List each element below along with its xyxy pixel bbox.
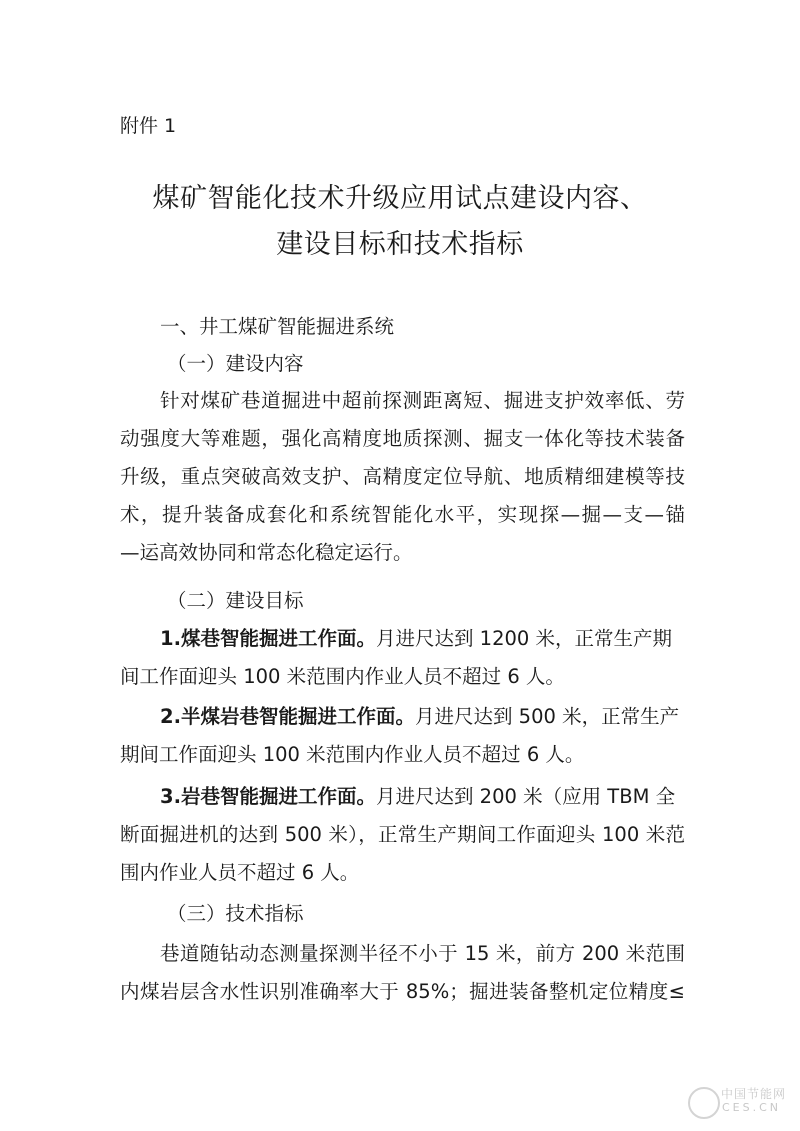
watermark-cn-text: 中国节能网 bbox=[721, 1087, 787, 1101]
goal-item-3-line-2: 断面掘进机的达到 500 米），正常生产期间工作面迎头 100 米范 bbox=[120, 823, 685, 846]
subsection-heading-goals: （二）建设目标 bbox=[167, 589, 304, 612]
paragraph-line: 术，提升装备成套化和系统智能化水平，实现探—掘—支—锚 bbox=[120, 503, 685, 526]
goal-item-1-line-1 bbox=[160, 623, 672, 651]
document-title-line-1: 煤矿智能化技术升级应用试点建设内容、 bbox=[152, 183, 648, 214]
goal-item-2-line-1 bbox=[160, 701, 679, 729]
section-heading: 一、井工煤矿智能掘进系统 bbox=[160, 315, 395, 338]
goal-item-2-text: 月进尺达到 500 米，正常生产 bbox=[414, 705, 680, 728]
paragraph-line: 针对煤矿巷道掘进中超前探测距离短、掘进支护效率低、劳 bbox=[160, 389, 685, 412]
goal-item-2-line-2: 期间工作面迎头 100 米范围内作业人员不超过 6 人。 bbox=[120, 743, 585, 766]
goal-item-1-text: 月进尺达到 1200 米，正常生产期 bbox=[375, 627, 673, 650]
goal-item-1-line-2: 间工作面迎头 100 米范围内作业人员不超过 6 人。 bbox=[120, 665, 565, 688]
watermark-emblem-icon bbox=[688, 1087, 720, 1119]
paragraph-line: 升级，重点突破高效支护、高精度定位导航、地质精细建模等技 bbox=[120, 465, 685, 488]
paragraph-line: 动强度大等难题，强化高精度地质探测、掘支一体化等技术装备 bbox=[120, 427, 685, 450]
goal-item-3-line-1 bbox=[160, 781, 675, 809]
watermark-en-text: CES.CN bbox=[722, 1101, 782, 1114]
subsection-heading-content: （一）建设内容 bbox=[167, 352, 304, 375]
attachment-label: 附件 1 bbox=[120, 115, 177, 137]
goal-item-3-line-3: 围内作业人员不超过 6 人。 bbox=[120, 861, 360, 884]
document-title-line-2: 建设目标和技术指标 bbox=[276, 229, 524, 260]
goal-item-3-title: 3.岩巷智能掘进工作面。 bbox=[160, 785, 376, 808]
paragraph-line: 巷道随钻动态测量探测半径不小于 15 米，前方 200 米范围 bbox=[160, 942, 685, 965]
goal-item-2-title: 2.半煤岩巷智能掘进工作面。 bbox=[160, 705, 415, 728]
subsection-heading-tech: （三）技术指标 bbox=[167, 902, 304, 925]
goal-item-1-title: 1.煤巷智能掘进工作面。 bbox=[160, 627, 376, 650]
paragraph-line: 内煤岩层含水性识别准确率大于 85%；掘进装备整机定位精度≤ bbox=[120, 980, 685, 1003]
goal-item-3-text: 月进尺达到 200 米（应用 TBM 全 bbox=[375, 785, 676, 808]
watermark-logo bbox=[688, 1083, 793, 1119]
paragraph-line: —运高效协同和常态化稳定运行。 bbox=[120, 541, 413, 564]
